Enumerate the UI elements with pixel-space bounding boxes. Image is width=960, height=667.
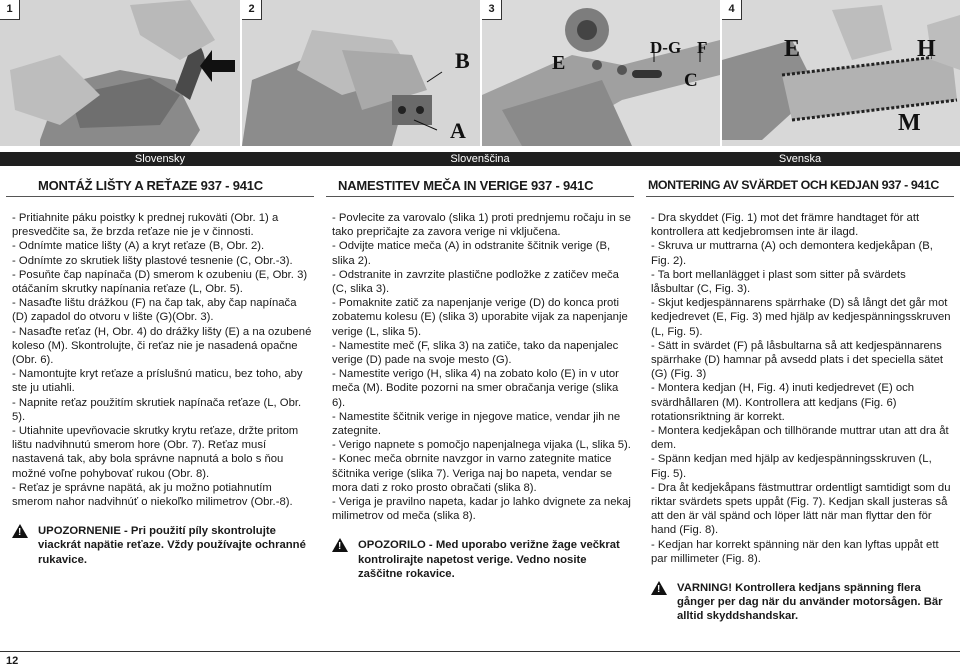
- figure-4: [722, 0, 960, 146]
- instruction-item: - Namestite verigo (H, slika 4) na zobato kolo (E) in v utor meča (M). Bodite pozorni na smer obračanja verige (slika 6).: [332, 368, 619, 409]
- title-rule-swedish: [646, 196, 954, 197]
- instruction-item: - Povlecite za varovalo (slika 1) proti prednjemu ročaju in se tako prepričajte za zavora verige ni vključena.: [332, 212, 631, 239]
- instruction-item: - Spänn kedjan med hjälp av kedjespänningsskruven (L, Fig. 5).: [651, 453, 932, 480]
- figure-1-number: 1: [0, 0, 20, 20]
- column-swedish: [651, 211, 951, 624]
- instruction-item: - Skruva ur muttrarna (A) och demontera kedjekåpan (B, Fig. 2).: [651, 240, 933, 267]
- instruction-item: - Posuňte čap napínača (D) smerom k ozubeniu (E, Obr. 3) otáčaním skrutky napínania reťaze (L, Obr. 5).: [12, 268, 308, 296]
- figure-3-number: 3: [482, 0, 502, 20]
- title-slovenian: NAMESTITEV MEČA IN VERIGE 937 - 941C: [338, 178, 594, 193]
- warning-slovenian: [332, 538, 632, 581]
- figure-3-label-c: C: [684, 70, 698, 91]
- figure-4-label-m: M: [898, 110, 921, 136]
- figure-3-label-f: F: [697, 38, 708, 57]
- instruction-item: - Kedjan har korrekt spänning när den kan lyftas uppåt ett par millimeter (Fig. 8).: [651, 538, 939, 565]
- instruction-item: - Odnímte zo skrutiek lišty plastové tesnenie (C, Obr.-3).: [12, 254, 293, 267]
- figure-4-number: 4: [722, 0, 742, 20]
- instruction-item: - Namestite ščitnik verige in njegove matice, vendar jih ne zategnite.: [332, 410, 621, 438]
- instruction-item: - Konec meča obrnite navzgor in varno zategnite matice ščitnika verige (slika 7). Veriga naj bo napeta, vendar se mora dati z roko prosto obračati (slika 8).: [332, 453, 613, 494]
- instruction-item: - Namontujte kryt reťaze a príslušnú maticu, bez toho, aby ste ju utiahli.: [12, 368, 303, 395]
- instruction-item: - Namestite meč (F, slika 3) na zatiče, tako da napenjalec verige (D) pade na svoje mesto (G).: [332, 339, 619, 367]
- figure-2-illustration: [242, 0, 480, 146]
- instruction-item: - Pomaknite zatič za napenjanje verige (D) do konca proti zobatemu kolesu (E) (slika 3) uporabite vijak za napenjanje verige (L, slika 5).: [332, 297, 628, 338]
- title-rule-slovak: [6, 196, 314, 197]
- instruction-item: - Odstranite in zavrzite plastične podložke z zatičev meča (C, slika 3).: [332, 268, 619, 296]
- figure-4-label-e: E: [784, 36, 801, 62]
- language-slovenian: Slovenščina: [450, 153, 510, 165]
- instruction-item: - Skjut kedjespännarens spärrhake (D) så långt det går mot kedjedrevet (E, Fig. 3) med hjälp av kedjespänningsskruven (L, Fig. 5).: [651, 297, 951, 338]
- page-footer-rule: [0, 651, 960, 652]
- figure-2-label-a: A: [450, 118, 466, 143]
- instruction-item: - Utiahnite upevňovacie skrutky krytu reťaze, držte pritom lištu nadvihnutú smerom hore (Obr. 7). Reťaz musí nastavená tak, aby bola správne napnutá a bolo s ňou možné voľne pohybovať rukou (Obr. 8).: [12, 425, 299, 480]
- warning-icon: [12, 524, 28, 538]
- figure-1: [0, 0, 240, 146]
- title-swedish: MONTERING AV SVÄRDET OCH KEDJAN 937 - 941C: [648, 178, 939, 192]
- warning-text: UPOZORNENIE - Pri použití píly skontrolujte viackrát napätie reťaze. Vždy používajte ochranné rukavice.: [38, 525, 306, 566]
- instruction-item: - Montera kedjekåpan och tillhörande muttrar utan att dra åt dem.: [651, 425, 949, 452]
- language-bar: [0, 152, 960, 166]
- figure-3-label-dg: D-G: [650, 38, 682, 57]
- instruction-item: - Reťaz je správne napätá, ak ju možno potiahnutím smerom nahor nadvihnúť o niekoľko milimetrov (Obr.-8).: [12, 481, 293, 509]
- warning-swedish: [651, 581, 951, 624]
- figure-1-illustration: [0, 0, 240, 146]
- figure-row: [0, 0, 960, 148]
- instruction-item: - Nasaďte reťaz (H, Obr. 4) do drážky lišty (E) a na ozubené koleso (M). Skontrolujte, či reťaz nie je nasadená opačne (Obr. 6).: [12, 325, 312, 367]
- warning-slovak: [12, 524, 312, 567]
- instruction-item: - Napnite reťaz použitím skrutiek napínača reťaze (L, Obr. 5).: [12, 396, 302, 423]
- instruction-item: - Sätt in svärdet (F) på låsbultarna så att kedjespännarens spärrhake (D) hamnar på avsedd plats i det speciella sätet (G) (Fig. 3): [651, 339, 943, 381]
- title-rule-slovenian: [326, 196, 634, 197]
- instruction-item: - Dra åt kedjekåpans fästmuttrar ordentligt samtidigt som du riktar svärdets spets uppåt (Fig. 7). Kedjan skall justeras så att den är väl spänd och löper lätt när man flyttar den för hand (Fig. 8).: [651, 481, 951, 537]
- instruction-item: - Odvijte matice meča (A) in odstranite ščitnik verige (B, slika 2).: [332, 240, 611, 267]
- page-number: 12: [6, 655, 19, 667]
- figure-3-label-e: E: [552, 52, 566, 74]
- warning-text: VARNING! Kontrollera kedjans spänning flera gånger per dag när du använder motorsågen. Bär alltid skyddshandskar.: [677, 582, 943, 623]
- warning-icon: [332, 538, 348, 552]
- column-slovak: [12, 211, 312, 567]
- figure-3: [482, 0, 720, 146]
- figure-2-number: 2: [242, 0, 262, 20]
- instruction-item: - Veriga je pravilno napeta, kadar jo lahko dvignete za nekaj milimetrov od meča (slika 8).: [332, 496, 631, 523]
- figure-2: [242, 0, 480, 146]
- warning-text: OPOZORILO - Med uporabo verižne žage večkrat kontrolirajte napetost verige. Vedno nosite zaščitne rokavice.: [358, 539, 620, 580]
- warning-icon: [651, 581, 667, 595]
- language-swedish: Svenska: [778, 153, 822, 165]
- instruction-item: - Verigo napnete s pomočjo napenjalnega vijaka (L, slika 5).: [332, 439, 631, 452]
- instruction-item: - Nasaďte lištu drážkou (F) na čap tak, aby čap napínača (D) zapadol do otvoru v lište (G)(Obr. 3).: [12, 297, 297, 324]
- instruction-item: - Dra skyddet (Fig. 1) mot det främre handtaget för att kontrollera att kedjebromsen inte är ilagd.: [651, 212, 920, 239]
- figure-4-label-h: H: [917, 36, 936, 62]
- instruction-item: - Montera kedjan (H, Fig. 4) inuti kedjedrevet (E) och svärdhållaren (M). Kontrollera att kedjans (Fig. 6) rotationsriktning är korrekt.: [651, 382, 915, 423]
- figure-4-illustration: [722, 0, 960, 146]
- figure-2-label-b: B: [455, 48, 470, 73]
- column-slovenian: [332, 211, 632, 581]
- instruction-item: - Ta bort mellanlägget i plast som sitter på svärdets låsbultar (C, Fig. 3).: [651, 268, 906, 296]
- instruction-item: - Odnímte matice lišty (A) a kryt reťaze (B, Obr. 2).: [12, 240, 265, 253]
- language-slovak: Slovensky: [134, 153, 186, 165]
- title-slovak: MONTÁŽ LIŠTY A REŤAZE 937 - 941C: [38, 178, 263, 193]
- instruction-item: - Pritiahnite páku poistky k prednej rukoväti (Obr. 1) a presvedčite sa, že brzda reťaze nie je v činnosti.: [12, 212, 279, 239]
